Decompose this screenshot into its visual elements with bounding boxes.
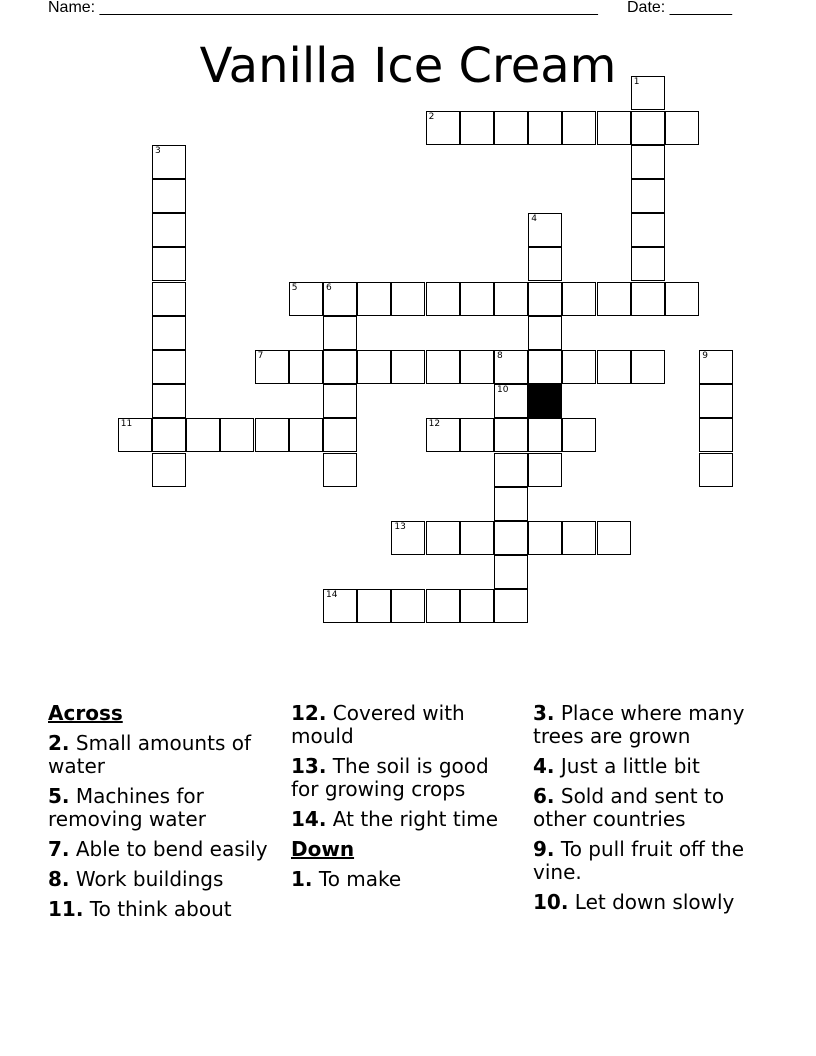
crossword-cell[interactable]	[494, 384, 528, 418]
crossword-cell[interactable]	[597, 282, 631, 316]
down-clue	[533, 838, 763, 884]
clue-text: Covered with mould	[291, 701, 465, 748]
crossword-cell[interactable]	[323, 589, 357, 623]
crossword-cell[interactable]	[186, 418, 220, 452]
crossword-cell[interactable]	[528, 316, 562, 350]
crossword-cell[interactable]	[220, 418, 254, 452]
crossword-cell[interactable]	[528, 521, 562, 555]
clue-text: At the right time	[332, 807, 499, 831]
crossword-cell[interactable]	[460, 111, 494, 145]
crossword-cell[interactable]	[357, 589, 391, 623]
clue-number-label: 1.	[291, 867, 313, 891]
crossword-cell[interactable]	[699, 384, 733, 418]
crossword-cell[interactable]	[152, 418, 186, 452]
crossword-cell[interactable]	[699, 453, 733, 487]
clue-number: 11	[120, 419, 133, 430]
crossword-cell[interactable]	[631, 247, 665, 281]
crossword-cell[interactable]	[152, 145, 186, 179]
crossword-cell[interactable]	[152, 213, 186, 247]
clue-number-label: 12.	[291, 701, 327, 725]
crossword-cell[interactable]	[494, 418, 528, 452]
crossword-cell[interactable]	[391, 282, 425, 316]
clue-number-label: 10.	[533, 890, 569, 914]
crossword-cell[interactable]	[255, 418, 289, 452]
clue-number: 8	[497, 351, 503, 361]
crossword-cell[interactable]	[631, 179, 665, 213]
clue-number: 5	[291, 282, 298, 293]
clue-number: 7	[257, 351, 264, 361]
down-clue	[533, 785, 763, 831]
crossword-cell[interactable]	[323, 453, 357, 487]
crossword-cell[interactable]	[494, 453, 528, 487]
crossword-cell[interactable]	[562, 350, 596, 384]
clue-text: Let down slowly	[574, 890, 735, 914]
clue-text: To pull fruit off the vine.	[533, 837, 745, 884]
crossword-cell[interactable]	[323, 418, 357, 452]
clue-text: Work buildings	[75, 867, 224, 891]
clue-text: To think about	[89, 897, 232, 921]
clue-number-label: 13.	[291, 754, 327, 778]
crossword-black-cell	[528, 384, 562, 418]
down-clue	[533, 891, 763, 914]
crossword-cell[interactable]	[494, 111, 528, 145]
crossword-cell[interactable]	[699, 350, 733, 384]
clue-number: 1	[633, 77, 640, 88]
crossword-cell[interactable]	[152, 316, 186, 350]
crossword-cell[interactable]	[562, 282, 596, 316]
crossword-cell[interactable]	[289, 418, 323, 452]
crossword-cell[interactable]	[631, 282, 665, 316]
clue-text: The soil is good for growing crops	[291, 754, 489, 801]
down-clue	[533, 755, 763, 778]
clue-number: 10	[497, 385, 509, 396]
across-clue	[48, 785, 278, 831]
crossword-cell[interactable]	[562, 521, 596, 555]
crossword-cell[interactable]	[494, 487, 528, 521]
crossword-cell[interactable]	[289, 282, 323, 316]
clue-column-2	[291, 702, 521, 898]
crossword-cell[interactable]	[494, 555, 528, 589]
crossword-cell[interactable]	[426, 350, 460, 384]
down-clue	[291, 868, 521, 891]
crossword-cell[interactable]	[357, 282, 391, 316]
crossword-cell[interactable]	[665, 282, 699, 316]
crossword-cell[interactable]	[460, 350, 494, 384]
crossword-cell[interactable]	[528, 111, 562, 145]
clue-text: Sold and sent to other countries	[533, 784, 725, 831]
crossword-cell[interactable]	[460, 589, 494, 623]
crossword-cell[interactable]	[597, 111, 631, 145]
crossword-cell[interactable]	[494, 521, 528, 555]
crossword-cell[interactable]	[323, 384, 357, 418]
across-clue	[48, 838, 278, 861]
crossword-cell[interactable]	[631, 350, 665, 384]
crossword-cell[interactable]	[426, 589, 460, 623]
crossword-cell[interactable]	[460, 418, 494, 452]
clue-number-label: 6.	[533, 784, 555, 808]
across-clue	[48, 898, 278, 921]
clue-number-label: 11.	[48, 897, 84, 921]
clue-text: Place where many trees are grown	[533, 701, 745, 748]
clue-number-label: 14.	[291, 807, 327, 831]
crossword-cell[interactable]	[528, 418, 562, 452]
clue-number: 12	[428, 419, 441, 430]
clue-text: Just a little bit	[560, 754, 700, 778]
crossword-cell[interactable]	[528, 247, 562, 281]
down-heading: Down	[291, 837, 355, 861]
clue-number-label: 4.	[533, 754, 555, 778]
across-clue	[48, 868, 278, 891]
crossword-cell[interactable]	[528, 213, 562, 247]
clue-number-label: 9.	[533, 837, 555, 861]
crossword-cell[interactable]	[528, 350, 562, 384]
crossword-cell[interactable]	[152, 384, 186, 418]
clue-number: 3	[155, 145, 161, 156]
puzzle-title: Vanilla Ice Cream	[199, 38, 617, 94]
crossword-cell[interactable]	[391, 589, 425, 623]
crossword-cell[interactable]	[699, 418, 733, 452]
clue-number-label: 3.	[533, 701, 555, 725]
crossword-cell[interactable]	[631, 76, 665, 110]
clue-number: 6	[326, 282, 332, 293]
crossword-cell[interactable]	[562, 418, 596, 452]
clue-number-label: 2.	[48, 731, 70, 755]
clue-number: 14	[326, 590, 338, 601]
clue-number: 13	[394, 522, 406, 532]
crossword-cell[interactable]	[631, 213, 665, 247]
crossword-cell[interactable]	[665, 111, 699, 145]
crossword-cell[interactable]	[597, 521, 631, 555]
crossword-cell[interactable]	[460, 282, 494, 316]
crossword-cell[interactable]	[357, 350, 391, 384]
across-heading: Across	[48, 701, 123, 725]
clue-number-label: 5.	[48, 784, 70, 808]
crossword-cell[interactable]	[631, 111, 665, 145]
across-clue	[291, 755, 521, 801]
name-label: Name: ________________________________________________________	[48, 0, 598, 16]
crossword-cell[interactable]	[426, 521, 460, 555]
crossword-cell[interactable]	[323, 282, 357, 316]
crossword-cell[interactable]	[118, 418, 152, 452]
crossword-cell[interactable]	[323, 316, 357, 350]
crossword-cell[interactable]	[631, 145, 665, 179]
crossword-cell[interactable]	[255, 350, 289, 384]
clue-number: 4	[531, 214, 537, 225]
down-clue	[533, 702, 763, 748]
crossword-cell[interactable]	[391, 521, 425, 555]
clue-text: Small amounts of water	[48, 731, 252, 778]
clue-number-label: 8.	[48, 867, 70, 891]
clue-column-1	[48, 702, 278, 928]
crossword-cell[interactable]	[494, 282, 528, 316]
crossword-cell[interactable]	[597, 350, 631, 384]
across-clue	[291, 808, 521, 831]
crossword-cell[interactable]	[152, 179, 186, 213]
crossword-cell[interactable]	[494, 350, 528, 384]
date-label: Date: _______	[627, 0, 732, 16]
crossword-cell[interactable]	[528, 282, 562, 316]
crossword-cell[interactable]	[562, 111, 596, 145]
across-clue	[291, 702, 521, 748]
crossword-cell[interactable]	[323, 350, 357, 384]
clue-text: Able to bend easily	[75, 837, 268, 861]
crossword-cell[interactable]	[528, 453, 562, 487]
crossword-cell[interactable]	[152, 282, 186, 316]
crossword-cell[interactable]	[152, 350, 186, 384]
clue-column-3	[533, 702, 763, 921]
clue-text: Machines for removing water	[48, 784, 206, 831]
crossword-cell[interactable]	[152, 247, 186, 281]
clue-number-label: 7.	[48, 837, 70, 861]
clue-number: 2	[428, 111, 435, 122]
crossword-cell[interactable]	[460, 521, 494, 555]
clue-number: 9	[702, 351, 708, 361]
crossword-cell[interactable]	[426, 418, 460, 452]
across-clue	[48, 732, 278, 778]
crossword-cell[interactable]	[426, 111, 460, 145]
crossword-cell[interactable]	[152, 453, 186, 487]
crossword-cell[interactable]	[426, 282, 460, 316]
crossword-cell[interactable]	[494, 589, 528, 623]
clue-text: To make	[318, 867, 402, 891]
crossword-cell[interactable]	[289, 350, 323, 384]
crossword-cell[interactable]	[391, 350, 425, 384]
